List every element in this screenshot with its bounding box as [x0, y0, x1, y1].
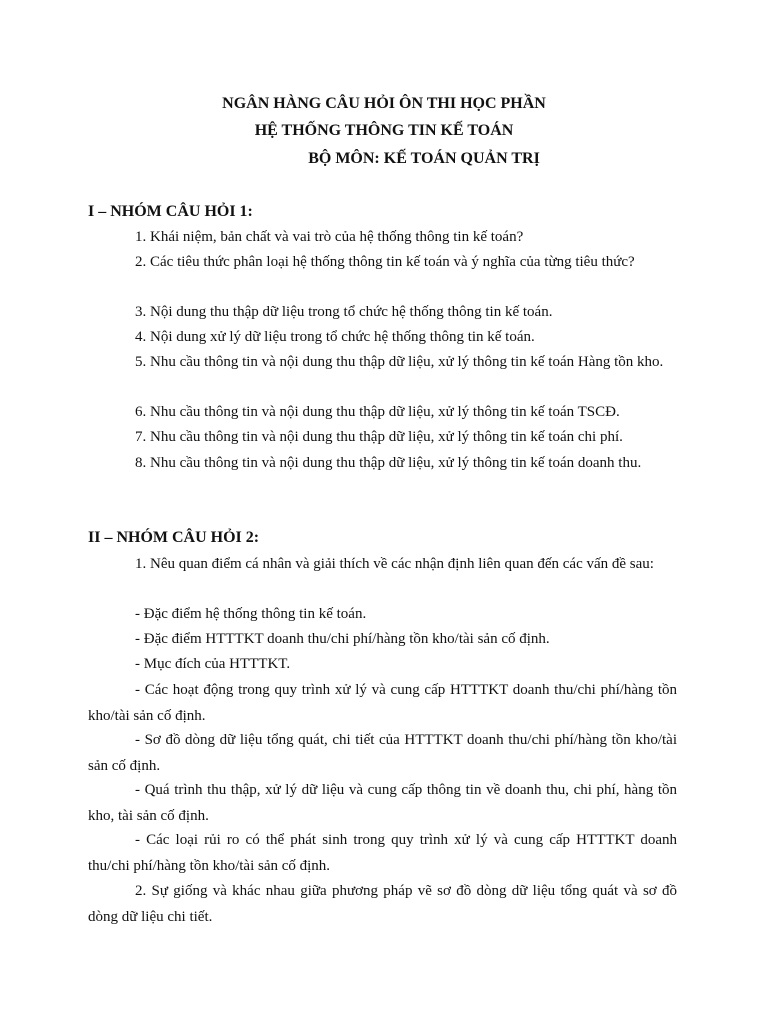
group-1-question: 2. Các tiêu thức phân loại hệ thống thông tin kế toán và ý nghĩa của từng tiêu thức? — [135, 254, 635, 270]
group-2-question: 2. Sự giống và khác nhau giữa phương pháp vẽ sơ đồ dòng dữ liệu tổng quát và sơ đồ dòng dữ liệu chi tiết. — [88, 883, 677, 925]
title-line-1: NGÂN HÀNG CÂU HỎI ÔN THI HỌC PHẦN — [222, 95, 546, 112]
group-2-bullet: - Các hoạt động trong quy trình xử lý và cung cấp HTTTKT doanh thu/chi phí/hàng tồn kho/tài sản cố định. — [88, 682, 677, 724]
group-1-heading: I – NHÓM CÂU HỎI 1: — [88, 203, 253, 220]
group-2-bullet: - Mục đích của HTTTKT. — [135, 656, 291, 672]
group-2-question: 1. Nêu quan điểm cá nhân và giải thích về các nhận định liên quan đến các vấn đề sau: — [135, 556, 654, 572]
group-1-question: 5. Nhu cầu thông tin và nội dung thu thập dữ liệu, xử lý thông tin kế toán Hàng tồn kho. — [135, 354, 664, 370]
group-2-bullet: - Đặc điểm hệ thống thông tin kế toán. — [135, 606, 367, 622]
group-1-question: 4. Nội dung xử lý dữ liệu trong tổ chức hệ thống thông tin kế toán. — [135, 329, 535, 345]
group-1-question: 3. Nội dung thu thập dữ liệu trong tổ chức hệ thống thông tin kế toán. — [135, 304, 553, 320]
title-line-2: HỆ THỐNG THÔNG TIN KẾ TOÁN — [254, 122, 514, 139]
group-1-question: 7. Nhu cầu thông tin và nội dung thu thập dữ liệu, xử lý thông tin kế toán chi phí. — [135, 429, 623, 445]
group-1-question: 8. Nhu cầu thông tin và nội dung thu thập dữ liệu, xử lý thông tin kế toán doanh thu. — [135, 455, 642, 471]
group-2-bullet: - Sơ đồ dòng dữ liệu tổng quát, chi tiết của HTTTKT doanh thu/chi phí/hàng tồn kho/tài sản cố định. — [88, 732, 677, 774]
group-2-bullet: - Quá trình thu thập, xử lý dữ liệu và cung cấp thông tin về doanh thu, chi phí, hàng tồn kho, tài sản cố định. — [88, 782, 677, 824]
group-1-question: 1. Khái niệm, bản chất và vai trò của hệ thống thông tin kế toán? — [135, 229, 524, 245]
group-2-bullet: - Đặc điểm HTTTKT doanh thu/chi phí/hàng tồn kho/tài sản cố định. — [135, 631, 550, 647]
group-2-heading: II – NHÓM CÂU HỎI 2: — [88, 529, 260, 546]
group-1-question: 6. Nhu cầu thông tin và nội dung thu thập dữ liệu, xử lý thông tin kế toán TSCĐ. — [135, 404, 620, 420]
title-line-3: BỘ MÔN: KẾ TOÁN QUẢN TRỊ — [308, 150, 540, 167]
group-2-bullet: - Các loại rủi ro có thể phát sinh trong quy trình xử lý và cung cấp HTTTKT doanh thu/chi phí/hàng tồn kho/tài sản cố định. — [88, 832, 677, 874]
